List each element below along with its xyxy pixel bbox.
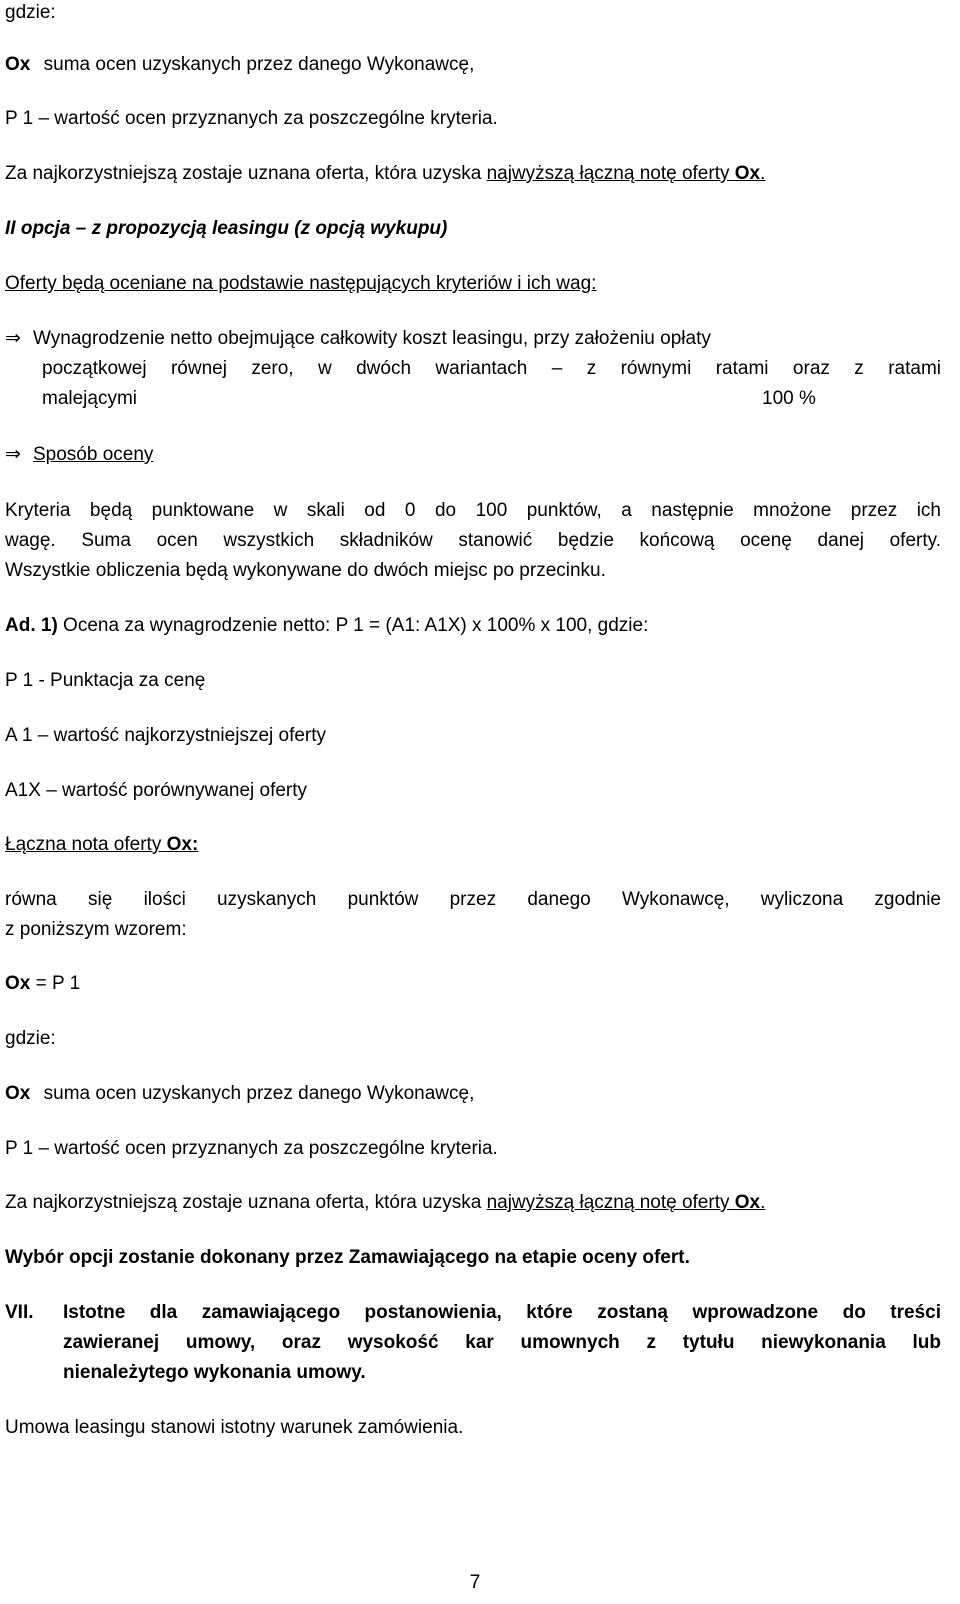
section-vii-line-3: nienależytego wykonania umowy.: [63, 1362, 366, 1383]
ox-bold: Ox: [734, 1192, 761, 1213]
p1-definition-2: P 1 – wartość ocen przyznanych za poszczególne kryteria.: [5, 1138, 498, 1159]
p1-definition-1: P 1 – wartość ocen przyznanych za poszczególne kryteria.: [5, 108, 498, 129]
leasing-agreement-note: Umowa leasingu stanowi istotny warunek zamówienia.: [5, 1417, 464, 1438]
scoring-method-label: Sposób oceny: [33, 444, 154, 465]
scoring-line-3: Wszystkie obliczenia będą wykonywane do dwóch miejsc po przecinku.: [5, 560, 606, 581]
ox-definition-text: suma ocen uzyskanych przez danego Wykonawcę,: [43, 1083, 475, 1104]
criterion-weight: 100 %: [762, 388, 816, 409]
total-score-label: Łączna nota oferty: [5, 834, 167, 855]
criterion-item: [5, 324, 711, 354]
gdzie-label-2: gdzie:: [5, 1028, 56, 1049]
underlined-phrase: [487, 1192, 766, 1213]
ox-bold: Ox:: [166, 834, 199, 855]
criterion-line-3: malejącymi: [42, 388, 138, 409]
ox-definition-text: suma ocen uzyskanych przez danego Wykonawcę,: [43, 54, 475, 75]
option-choice-note: Wybór opcji zostanie dokonany przez Zamawiającego na etapie oceny ofert.: [5, 1247, 690, 1268]
period: .: [760, 163, 766, 184]
period: .: [760, 1192, 766, 1213]
underlined-phrase: [487, 163, 766, 184]
scoring-line-1: Kryteria będą punktowane w skali od 0 do 100 punktów, a następnie mnożone przez ich: [5, 500, 941, 521]
ox-definition-1: [5, 50, 474, 80]
ad1-formula: [5, 611, 648, 641]
section-vii-line-2: zawieranej umowy, oraz wysokość kar umownych z tytułu niewykonania lub: [63, 1332, 941, 1353]
best-offer-sentence-2: [5, 1188, 765, 1218]
scoring-line-2: wagę. Suma ocen wszystkich składników stanowić będzie końcową ocenę danej oferty.: [5, 530, 941, 551]
underlined-text: najwyższą łączną notę oferty: [486, 163, 730, 184]
page-number: 7: [469, 1572, 481, 1593]
total-score-heading: [5, 830, 198, 860]
total-score-line-2: z poniższym wzorem:: [5, 919, 187, 940]
sentence-text: Za najkorzystniejszą zostaje uznana oferta, która uzyska: [5, 1192, 487, 1213]
double-arrow-icon: ⇒: [5, 444, 21, 465]
ox-bold: Ox: [5, 973, 31, 994]
double-arrow-icon: ⇒: [5, 328, 21, 349]
ox-definition-2: [5, 1079, 474, 1109]
section-number: VII.: [5, 1302, 34, 1323]
criterion-line-1: Wynagrodzenie netto obejmujące całkowity koszt leasingu, przy założeniu opłaty: [33, 328, 711, 349]
ox-term: Ox: [5, 1083, 31, 1104]
best-offer-sentence-1: [5, 159, 765, 189]
scoring-method-item: [5, 440, 153, 470]
gdzie-label-1: gdzie:: [5, 2, 56, 23]
sentence-text: Za najkorzystniejszą zostaje uznana oferta, która uzyska: [5, 163, 487, 184]
criterion-line-2: początkowej równej zero, w dwóch wariantach – z równymi ratami oraz z ratami: [42, 358, 941, 379]
option-ii-heading: II opcja – z propozycją leasingu (z opcją wykupu): [5, 218, 448, 239]
a1x-definition: A1X – wartość porównywanej oferty: [5, 780, 308, 801]
ox-bold: Ox: [734, 163, 761, 184]
total-score-line-1: równa się ilości uzyskanych punktów przez danego Wykonawcę, wyliczona zgodnie: [5, 889, 941, 910]
ad1-text: Ocena za wynagrodzenie netto: P 1 = (A1: A1X) x 100% x 100, gdzie:: [57, 615, 649, 636]
underlined-text: najwyższą łączną notę oferty: [486, 1192, 730, 1213]
section-vii-line-1: [5, 1298, 941, 1328]
p1-score-definition: P 1 - Punktacja za cenę: [5, 670, 206, 691]
criteria-intro: Oferty będą oceniane na podstawie następujących kryteriów i ich wag:: [5, 273, 597, 294]
ox-formula: [5, 969, 80, 999]
ox-term: Ox: [5, 54, 31, 75]
section-vii-text-1: Istotne dla zamawiającego postanowienia, które zostaną wprowadzone do treści: [63, 1302, 941, 1323]
a1-definition: A 1 – wartość najkorzystniejszej oferty: [5, 725, 327, 746]
ad1-label: Ad. 1): [5, 615, 58, 636]
formula-text: = P 1: [30, 973, 81, 994]
